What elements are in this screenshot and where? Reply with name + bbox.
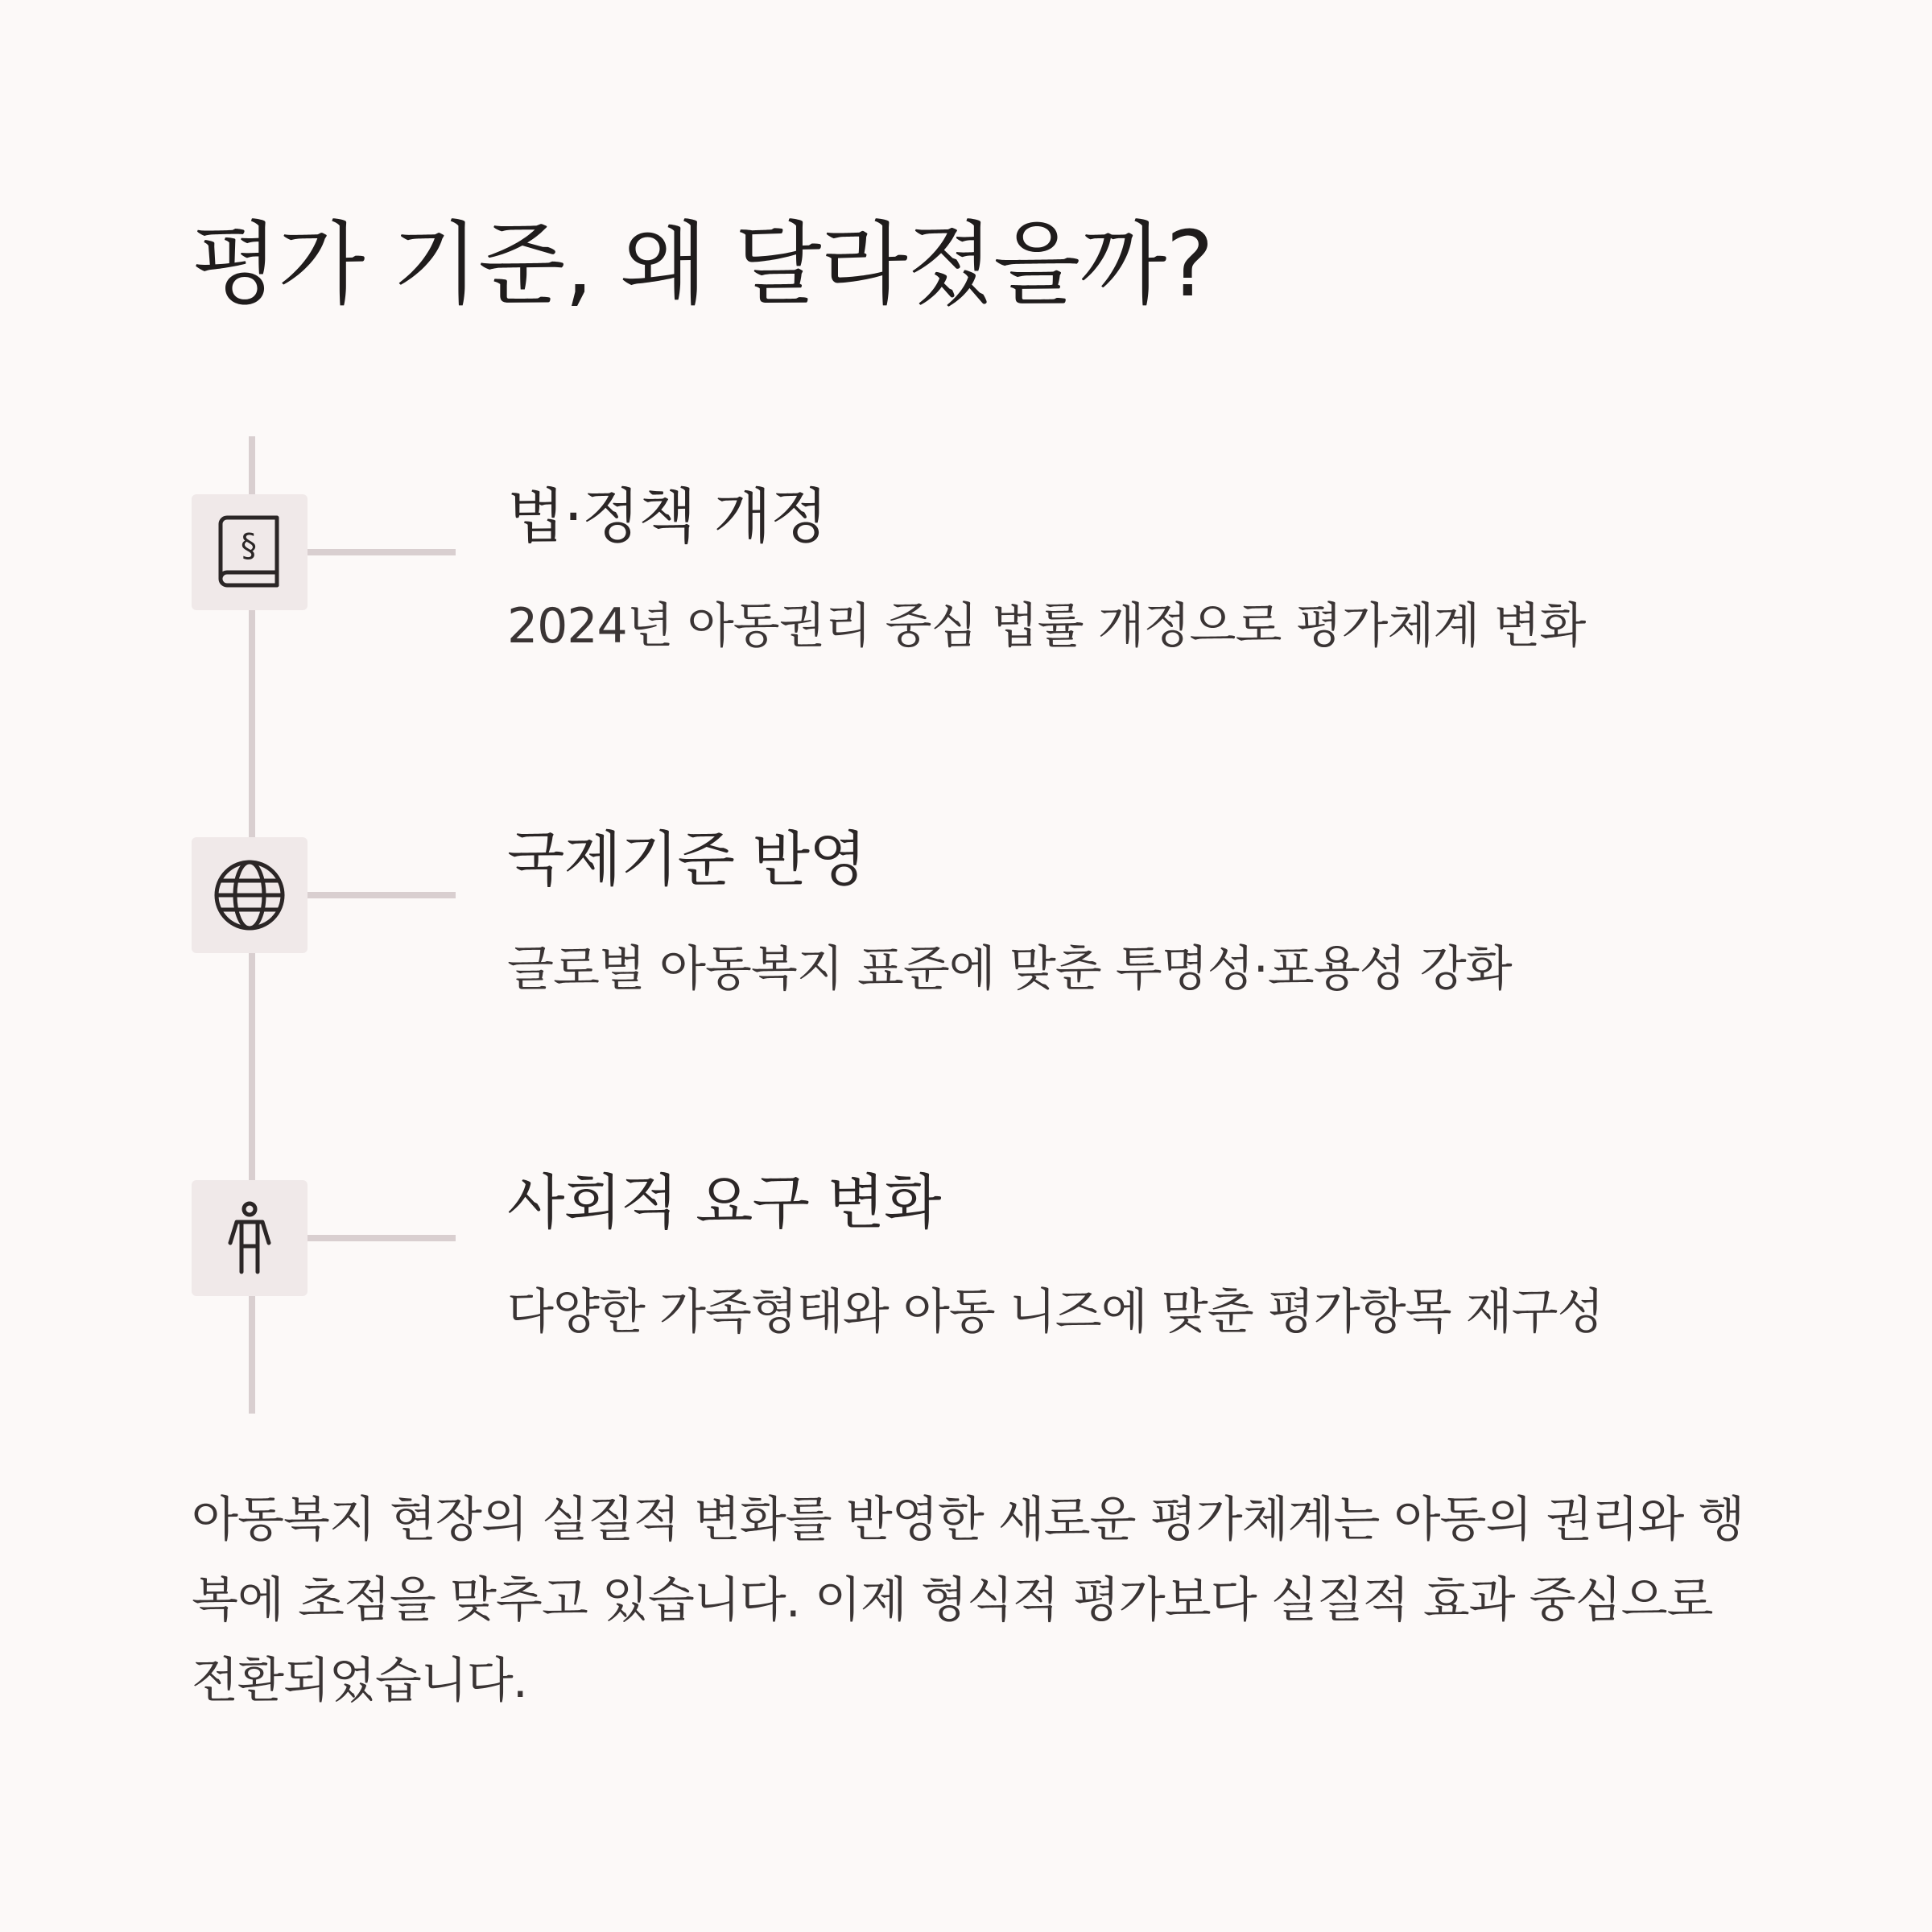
globe-icon [213, 858, 287, 932]
person-icon [225, 1201, 274, 1275]
item-title: 국제기준 반영 [507, 825, 866, 894]
icon-box [192, 1180, 308, 1296]
page-title: 평가 기준, 왜 달라졌을까? [192, 213, 1213, 317]
timeline-item-social [0, 1168, 1932, 1341]
svg-text:§: § [241, 527, 257, 564]
item-title: 사회적 요구 변화 [507, 1168, 941, 1237]
icon-box [192, 837, 308, 953]
connector-line [308, 892, 456, 898]
connector-line [308, 1235, 456, 1241]
icon-box [192, 494, 308, 610]
item-title: 법·정책 개정 [507, 482, 828, 551]
law-book-icon [216, 514, 283, 590]
timeline-item-law-policy [0, 482, 1932, 655]
item-description: 다양한 가족형태와 아동 니즈에 맞춘 평가항목 재구성 [507, 1284, 1604, 1340]
item-description: 글로벌 아동복지 표준에 맞춘 투명성·포용성 강화 [507, 941, 1512, 997]
item-description: 2024년 아동권리 중심 법률 개정으로 평가체계 변화 [507, 598, 1586, 654]
timeline-item-international [0, 825, 1932, 998]
summary-text: 아동복지 현장의 실질적 변화를 반영한 새로운 평가체계는 아동의 권리와 행복에 초점을 맞추고 있습니다. 이제 형식적 평가보다 실질적 효과 중심으로 전환되었습니다. [192, 1492, 1744, 1709]
connector-line [308, 549, 456, 555]
